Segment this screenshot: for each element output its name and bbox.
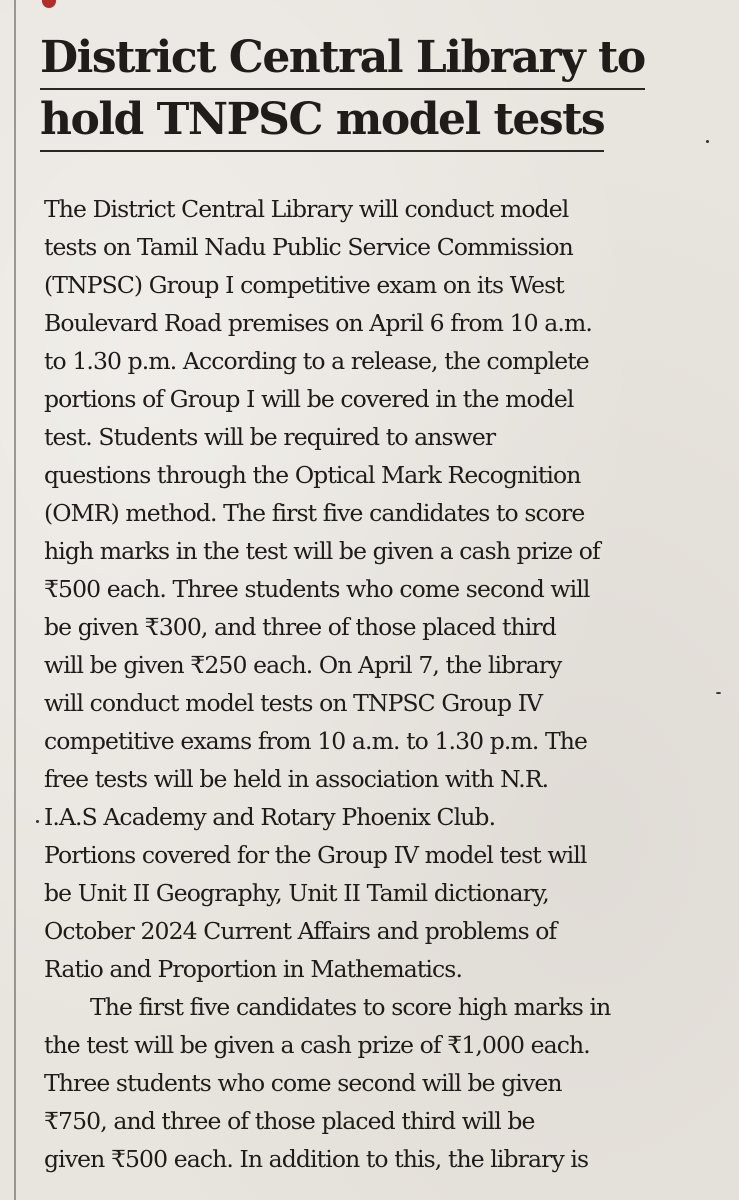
article-body [44,190,704,1178]
print-speck [36,820,39,823]
body-line: questions through the Optical Mark Recognition [44,461,581,489]
body-line: Portions covered for the Group IV model test will [44,841,587,869]
headline [40,28,700,152]
body-line: I.A.S Academy and Rotary Phoenix Club. [44,803,496,831]
body-line: be Unit II Geography, Unit II Tamil dictionary, [44,879,549,907]
column-rule [14,0,16,1200]
body-line: will be given ₹250 each. On April 7, the library [44,651,562,679]
body-line: will conduct model tests on TNPSC Group IV [44,689,543,717]
body-line: portions of Group I will be covered in the model [44,385,574,413]
body-line: (OMR) method. The first five candidates to score [44,499,585,527]
body-line: the test will be given a cash prize of ₹1,000 each. [44,1031,590,1059]
print-speck [706,140,709,143]
print-speck [716,692,721,694]
body-line: high marks in the test will be given a cash prize of [44,537,600,565]
body-line: competitive exams from 10 a.m. to 1.30 p.m. The [44,727,588,755]
body-line: to 1.30 p.m. According to a release, the complete [44,347,589,375]
headline-line-2: hold TNPSC model tests [40,90,604,152]
body-line: The District Central Library will conduct model [44,195,569,223]
body-line: be given ₹300, and three of those placed third [44,613,556,641]
body-line: Three students who come second will be given [44,1069,562,1097]
body-line: free tests will be held in association with N.R. [44,765,549,793]
body-line: ₹750, and three of those placed third will be [44,1107,535,1135]
body-line-paragraph-start: The first five candidates to score high marks in [90,993,611,1021]
body-line: Boulevard Road premises on April 6 from 10 a.m. [44,309,592,337]
headline-line-1: District Central Library to [40,28,645,90]
body-line: tests on Tamil Nadu Public Service Commission [44,233,573,261]
body-line: ₹500 each. Three students who come second will [44,575,590,603]
body-line: October 2024 Current Affairs and problems of [44,917,557,945]
body-line: (TNPSC) Group I competitive exam on its West [44,271,564,299]
body-line: test. Students will be required to answer [44,423,496,451]
red-print-mark [42,0,56,8]
body-line: given ₹500 each. In addition to this, the library is [44,1145,589,1173]
body-line: Ratio and Proportion in Mathematics. [44,955,463,983]
